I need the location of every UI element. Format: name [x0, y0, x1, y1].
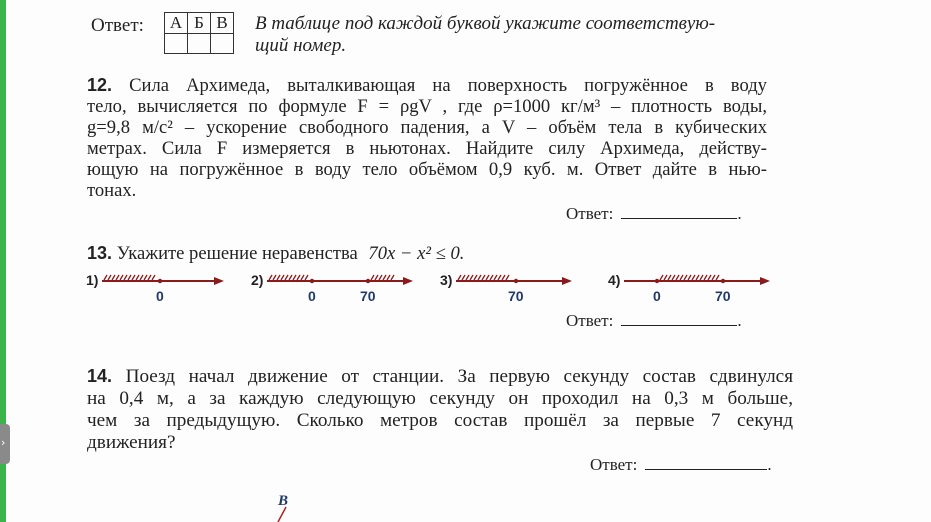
option-4-number-line[interactable]	[622, 272, 772, 304]
task-14-line-2: на 0,4 м, а за каждую следующую секунду он проходил на 0,3 м больше,	[87, 388, 793, 409]
top-answer-label: Ответ:	[91, 15, 144, 36]
task-12-line-6: тонах.	[87, 180, 137, 201]
option-2-tick-70: 70	[360, 288, 376, 304]
task-13-answer-field[interactable]	[621, 311, 737, 326]
answer-table-header-v: В	[211, 13, 234, 34]
task-14-answer-label: Ответ:	[590, 455, 638, 474]
task-12-line-5: ющую на погружённое в воду тело объёмом 0,9 куб. м. Ответ дайте в нью-	[87, 159, 767, 180]
task-13-inequality: 70x − x² ≤ 0.	[368, 243, 465, 264]
task-14-line-1: Поезд начал движение от станции. За первую секунду состав сдвинулся	[125, 366, 794, 387]
partial-figure	[270, 493, 310, 522]
instruction-line-1: В таблице под каждой буквой укажите соответствую-	[255, 13, 716, 34]
task-12	[87, 75, 767, 201]
option-1-number-line[interactable]	[100, 272, 225, 304]
task-14-line-3: чем за предыдущую. Сколько метров состав прошёл за первые 7 секунд	[87, 410, 793, 431]
task-14-answer: Ответ: .	[590, 455, 772, 474]
side-panel-toggle[interactable]	[0, 424, 10, 464]
task-14-number: 14.	[87, 366, 113, 386]
task-14-answer-field[interactable]	[645, 455, 767, 470]
option-4-tick-70: 70	[715, 288, 731, 304]
answer-table-cell-b[interactable]	[188, 34, 211, 54]
task-12-answer-field[interactable]	[621, 204, 737, 219]
task-13-answer-label: Ответ:	[566, 311, 614, 330]
task-13	[87, 243, 464, 265]
task-13-answer: Ответ: .	[566, 311, 742, 330]
option-3-tick-70: 70	[508, 288, 524, 304]
option-3-label[interactable]: 3)	[440, 272, 453, 288]
option-2-number-line[interactable]	[265, 272, 415, 304]
option-3-number-line[interactable]	[454, 272, 574, 304]
figure-letter-b: B	[278, 493, 289, 509]
task-13-text: Укажите решение неравенства	[116, 243, 358, 264]
task-14	[87, 365, 793, 454]
task-13-number: 13.	[87, 243, 113, 263]
option-1-tick-0: 0	[156, 288, 164, 304]
answer-table-header-b: Б	[188, 13, 211, 34]
answer-table-header-a: А	[165, 13, 188, 34]
task-12-line-3: g=9,8 м/с² – ускорение свободного падения, а V – объём тела в кубических	[87, 117, 767, 138]
task-12-line-2: тело, вычисляется по формуле F = ρgV , где ρ=1000 кг/м³ – плотность воды,	[87, 96, 767, 117]
task-14-line-4: движения?	[87, 432, 176, 453]
option-2-tick-0: 0	[308, 288, 316, 304]
answer-table-cell-a[interactable]	[165, 34, 188, 54]
chevron-right-icon: ›	[1, 436, 6, 449]
task-12-answer-label: Ответ:	[566, 204, 614, 223]
option-4-tick-0: 0	[653, 288, 661, 304]
answer-table	[164, 12, 234, 54]
option-1-label[interactable]: 1)	[86, 272, 99, 288]
task-12-answer: Ответ: .	[566, 204, 742, 223]
task-12-line-4: метрах. Сила F измеряется в ньютонах. Найдите силу Архимеда, действу-	[87, 138, 767, 159]
task-12-number: 12.	[87, 75, 113, 95]
instruction-line-2: щий номер.	[255, 35, 347, 56]
task-12-line-1: Сила Архимеда, выталкивающая на поверхность погружённое в воду	[129, 75, 767, 96]
option-2-label[interactable]: 2)	[251, 272, 264, 288]
answer-table-cell-v[interactable]	[211, 34, 234, 54]
option-4-label[interactable]: 4)	[608, 272, 621, 288]
